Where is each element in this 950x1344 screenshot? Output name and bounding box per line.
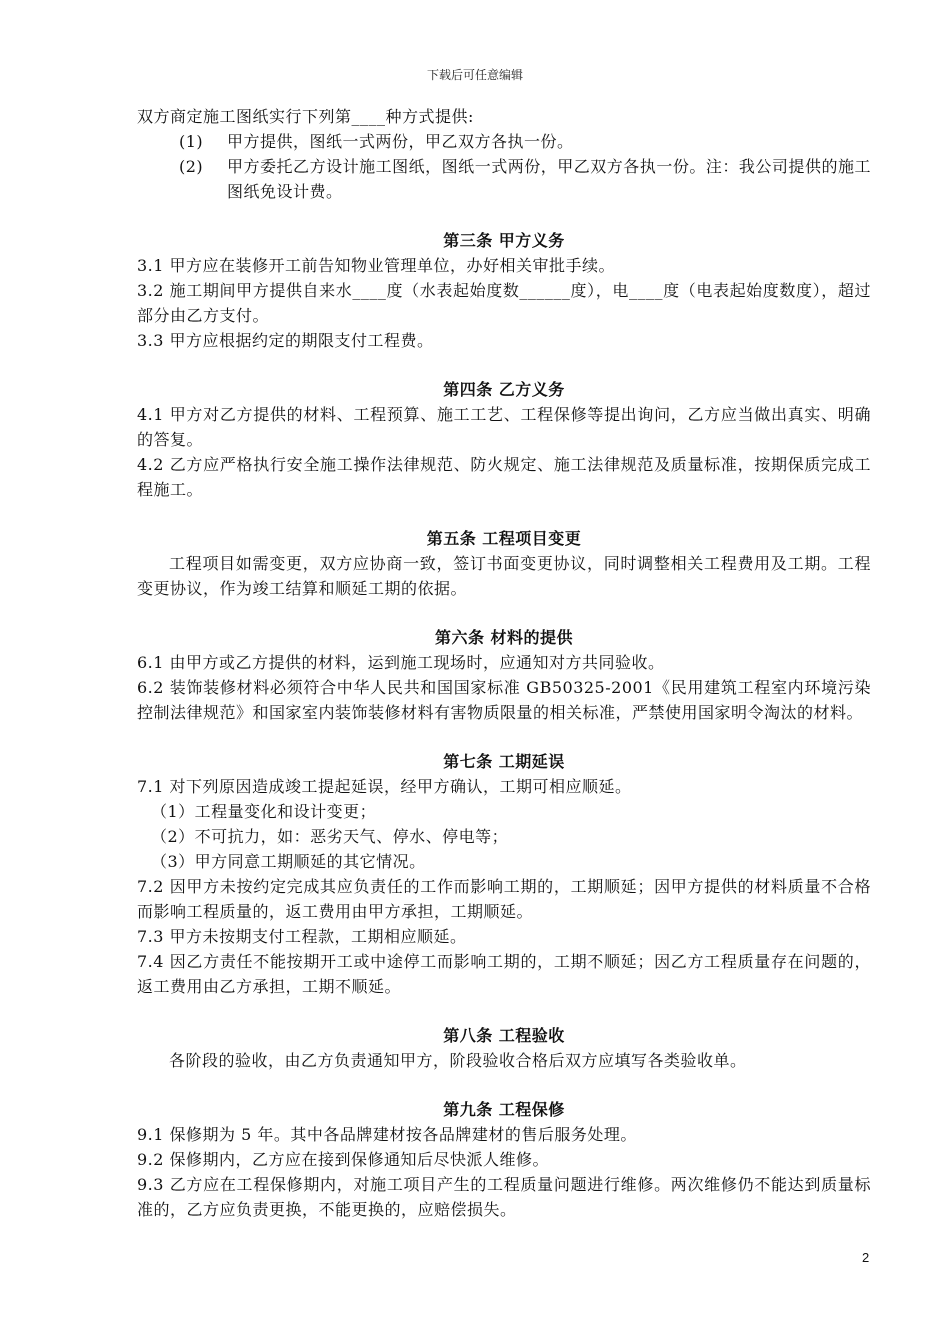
intro-item-1-text: 甲方提供，图纸一式两份，甲乙双方各执一份。 bbox=[227, 132, 574, 151]
section-3-p3: 3.3 甲方应根据约定的期限支付工程费。 bbox=[137, 331, 434, 350]
section-7-item-2: （2）不可抗力，如：恶劣天气、停水、停电等； bbox=[151, 827, 509, 846]
section-7-p4: 7.4 因乙方责任不能按期开工或中途停工而影响工期的，工期不顺延；因乙方工程质量存在问题的，返工费用由乙方承担，工期不顺延。 bbox=[137, 952, 871, 996]
section-7-item-1: （1）工程量变化和设计变更； bbox=[151, 802, 377, 821]
section-7-title: 第七条 工期延误 bbox=[443, 752, 565, 771]
intro-item-1-num: (1) bbox=[179, 132, 204, 151]
section-7-p2: 7.2 因甲方未按约定完成其应负责任的工作而影响工期的，工期顺延；因甲方提供的材料质量不合格而影响工程质量的，返工费用由甲方承担，工期顺延。 bbox=[137, 877, 871, 921]
intro-item-2-text: 甲方委托乙方设计施工图纸，图纸一式两份，甲乙双方各执一份。注：我公司提供的施工图纸免设计费。 bbox=[227, 157, 871, 201]
section-3-p2: 3.2 施工期间甲方提供自来水____度（水表起始度数______度），电____度（电表起始度数度），超过部分由乙方支付。 bbox=[137, 281, 871, 325]
section-7-item-3: （3）甲方同意工期顺延的其它情况。 bbox=[151, 852, 426, 871]
page-header: 下载后可任意编辑 bbox=[426, 68, 523, 82]
section-3-p1: 3.1 甲方应在装修开工前告知物业管理单位，办好相关审批手续。 bbox=[137, 256, 616, 275]
section-9-p1: 9.1 保修期为 5 年。其中各品牌建材按各品牌建材的售后服务处理。 bbox=[137, 1125, 637, 1144]
section-9-p3: 9.3 乙方应在工程保修期内，对施工项目产生的工程质量问题进行维修。两次维修仍不能达到质量标准的，乙方应负责更换，不能更换的，应赔偿损失。 bbox=[137, 1175, 871, 1219]
intro-item-2 bbox=[137, 154, 871, 204]
section-5-title: 第五条 工程项目变更 bbox=[426, 529, 582, 548]
section-7-p1: 7.1 对下列原因造成竣工提起延误，经甲方确认，工期可相应顺延。 bbox=[137, 777, 632, 796]
section-4-title: 第四条 乙方义务 bbox=[443, 380, 565, 399]
intro-item-2-num: (2) bbox=[179, 157, 204, 176]
section-8-title: 第八条 工程验收 bbox=[443, 1026, 565, 1045]
section-9-title: 第九条 工程保修 bbox=[443, 1100, 565, 1119]
intro-item-1 bbox=[137, 129, 871, 154]
section-3-title: 第三条 甲方义务 bbox=[443, 231, 565, 250]
document-body bbox=[137, 104, 871, 1222]
section-5-p1: 工程项目如需变更，双方应协商一致，签订书面变更协议，同时调整相关工程费用及工期。工程变更协议，作为竣工结算和顺延工期的依据。 bbox=[137, 554, 871, 598]
section-6-title: 第六条 材料的提供 bbox=[434, 628, 574, 647]
intro-line: 双方商定施工图纸实行下列第____种方式提供: bbox=[137, 107, 474, 126]
section-4-p1: 4.1 甲方对乙方提供的材料、工程预算、施工工艺、工程保修等提出询问，乙方应当做出真实、明确的答复。 bbox=[137, 405, 871, 449]
section-4-p2: 4.2 乙方应严格执行安全施工操作法律规范、防火规定、施工法律规范及质量标准，按期保质完成工程施工。 bbox=[137, 455, 871, 499]
section-8-p1: 各阶段的验收，由乙方负责通知甲方，阶段验收合格后双方应填写各类验收单。 bbox=[169, 1051, 747, 1070]
section-6-p2: 6.2 装饰装修材料必须符合中华人民共和国国家标准 GB50325-2001《民用建筑工程室内环境污染控制法律规范》和国家室内装饰装修材料有害物质限量的相关标准，严禁使用国家明令淘汰的材料。 bbox=[137, 678, 871, 722]
section-9-p2: 9.2 保修期内，乙方应在接到保修通知后尽快派人维修。 bbox=[137, 1150, 550, 1169]
page-number: 2 bbox=[862, 1250, 870, 1265]
section-6-p1: 6.1 由甲方或乙方提供的材料，运到施工现场时，应通知对方共同验收。 bbox=[137, 653, 665, 672]
section-7-p3: 7.3 甲方未按期支付工程款，工期相应顺延。 bbox=[137, 927, 467, 946]
